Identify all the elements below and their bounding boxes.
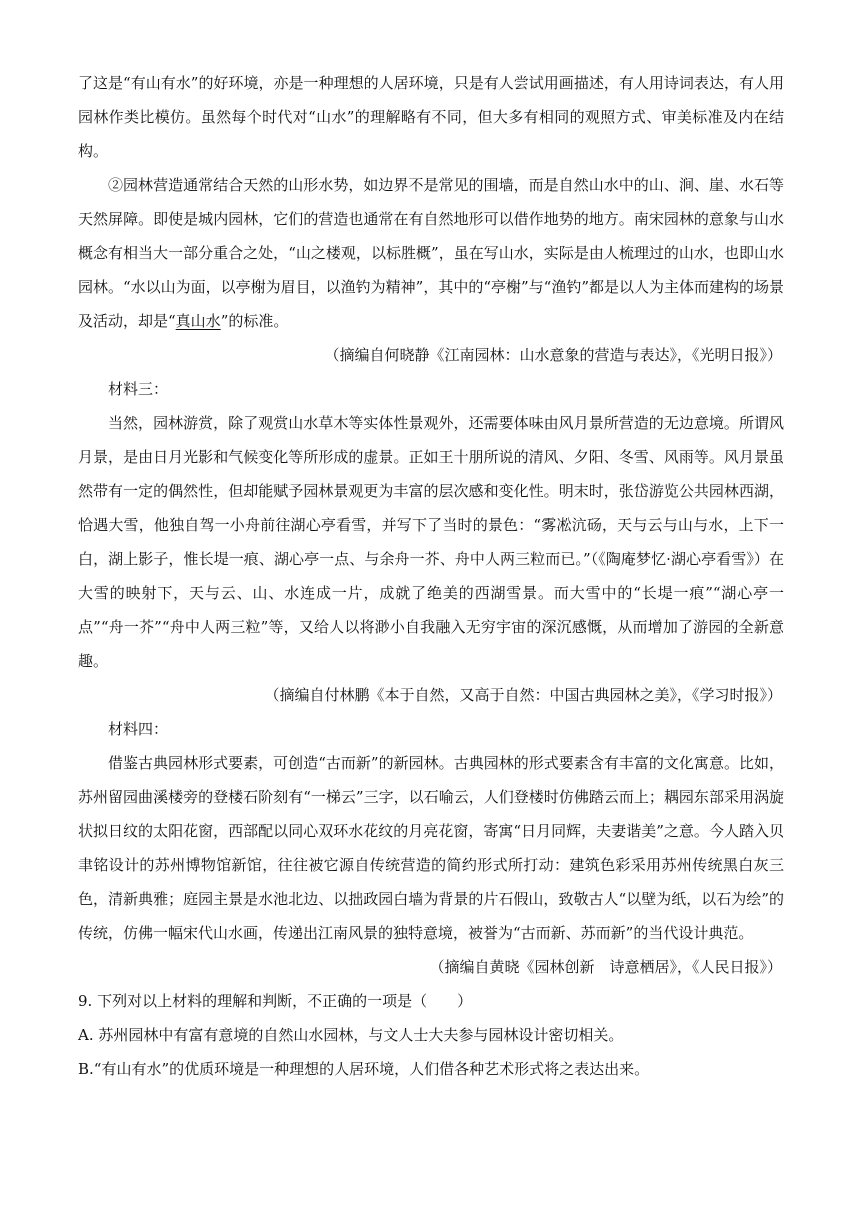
material-4-paragraph: 借鉴古典园林形式要素，可创造“古而新”的新园林。古典园林的形式要素含有丰富的文化寓意。比如，苏州留园曲溪楼旁的登楼石阶刻有“一梯云”三字，以石喻云，人们登楼时仿佛踏云而上；耦园东部采用涡旋状拟日纹的太阳花窗，西部配以同心双环水花纹的月亮花窗，寄寓“日月同辉，夫妻谐美”之意。今人踏入贝聿铭设计的苏州博物馆新馆，往往被它源自传统营造的简约形式所打动：建筑色彩采用苏州传统黑白灰三色，清新典雅；庭园主景是水池北边、以拙政园白墙为背景的片石假山，致敬古人“以壁为纸，以石为绘”的传统，仿佛一幅宋代山水画，传递出江南风景的独特意境，被誉为“古而新、苏而新”的当代设计典范。 [78,754,784,942]
material-2-source: （摘编自何晓静《江南园林：山水意象的营造与表达》，《光明日报》） [324,346,782,364]
document-page [78,66,784,1086]
question-stem: 9. 下列对以上材料的理解和判断，不正确的一项是（ ） [78,992,473,1010]
underlined-term: 真山水 [175,312,221,330]
material-2-paragraph-2 [78,168,784,338]
material-3-paragraph: 当然，园林游赏，除了观赏山水草木等实体性景观外，还需要体味由风月景所营造的无边意境。所谓风月景，是由日月光影和气候变化等所形成的虚景。正如王十朋所说的清风、夕阳、冬雪、风雨等。风月景虽然带有一定的偶然性，但却能赋予园林景观更为丰富的层次感和变化性。明末时，张岱游览公共园林西湖，恰遇大雪，他独自驾一小舟前往湖心亭看雪，并写下了当时的景色：“雾凇沆砀，天与云与山与水，上下一白，湖上影子，惟长堤一痕、湖心亭一点、与余舟一芥、舟中人两三粒而已。”（《陶庵梦忆·湖心亭看雪》）在大雪的映射下，天与云、山、水连成一片，成就了绝美的西湖雪景。而大雪中的“长堤一痕”“湖心亭一点”“舟一芥”“舟中人两三粒”等，又给人以将渺小自我融入无穷宇宙的深沉感慨，从而增加了游园的全新意趣。 [78,414,784,670]
option-a: A. 苏州园林中有富有意境的自然山水园林，与文人士大夫参与园林设计密切相关。 [78,1026,624,1044]
paragraph-text-end: ”的标准。 [220,312,289,330]
material-4-source: （摘编自黄晓《园林创新 诗意栖居》，《人民日报》） [429,958,782,976]
material-2-paragraph-1: 了这是“有山有水”的好环境，亦是一种理想的人居环境，只是有人尝试用画描述，有人用诗词表达，有人用园林作类比模仿。虽然每个时代对“山水”的理解略有不同，但大多有相同的观照方式、审美标准及内在结构。 [78,74,784,160]
option-b: B.“有山有水”的优质环境是一种理想的人居环境，人们借各种艺术形式将之表达出来。 [78,1060,650,1078]
paragraph-text: ②园林营造通常结合天然的山形水势，如边界不是常见的围墙，而是自然山水中的山、涧、崖、水石等天然屏障。即使是城内园林，它们的营造也通常在有自然地形可以借作地势的地方。南宋园林的意象与山水概念有相当大一部分重合之处，“山之楼观，以标胜概”，虽在写山水，实际是由人梳理过的山水，也即山水园林。“水以山为面，以亭榭为眉目，以渔钓为精神”，其中的“亭榭”与“渔钓”都是以人为主体而建构的场景及活动，却是“ [78,176,785,330]
material-3-source: （摘编自付林鹏《本于自然，又高于自然：中国古典园林之美》，《学习时报》） [264,686,782,704]
material-4-heading: 材料四： [108,720,169,738]
material-3-heading: 材料三： [108,380,169,398]
